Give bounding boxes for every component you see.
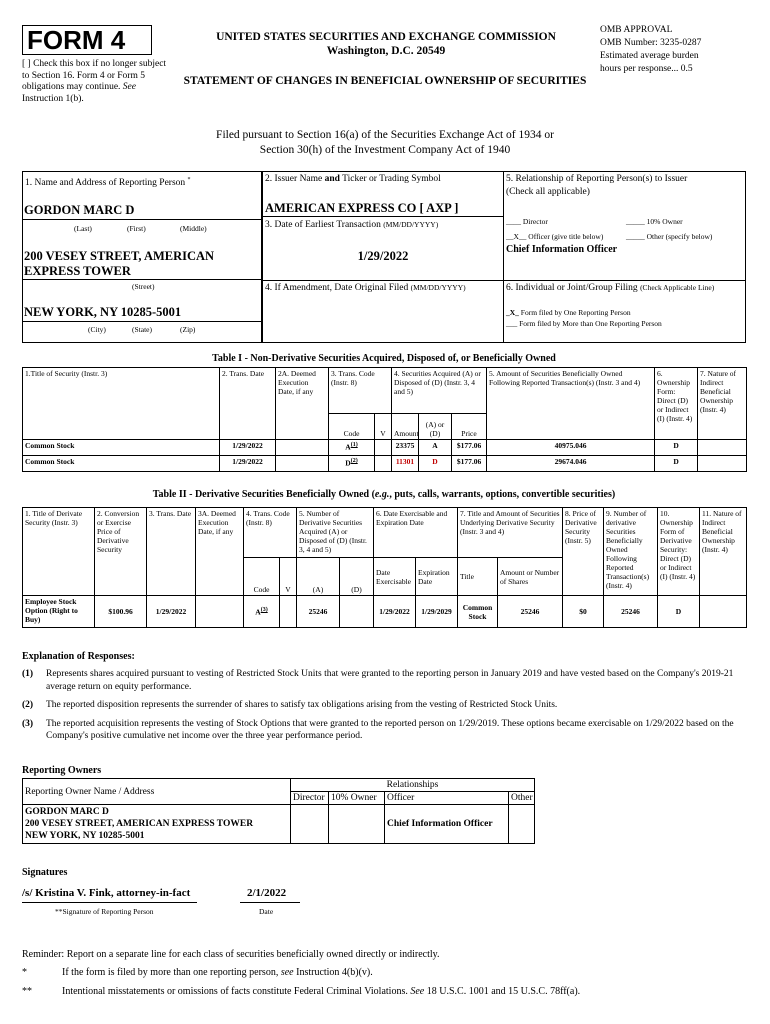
issuer-name: AMERICAN EXPRESS CO [ AXP ]: [265, 201, 459, 215]
reminder: Reminder: Report on a separate line for each class of securities beneficially owned directly or indirectly.: [22, 949, 440, 960]
form-title: FORM 4: [27, 25, 126, 55]
t1-h-aord: (A) or (D): [419, 414, 452, 440]
table2-title: Table II - Derivative Securities Beneficially Owned (e.g., puts, calls, warrants, options, convertible securities): [152, 489, 616, 500]
signature-label: **Signature of Reporting Person: [55, 907, 154, 916]
reporting-person-name: GORDON MARC D: [24, 203, 135, 217]
t1-h-v: V: [375, 414, 392, 440]
relationship-other: _____ Other (specify below): [626, 232, 713, 241]
statement-title: STATEMENT OF CHANGES IN BENEFICIAL OWNERSHIP OF SECURITIES: [183, 75, 587, 87]
t1-h-price: Price: [452, 414, 487, 440]
relationship-ten-percent: _____ 10% Owner: [626, 217, 683, 226]
t2-h-nature: 11. Nature of Indirect Beneficial Ownership (Instr. 4): [700, 508, 747, 596]
label-city: (City): [88, 325, 106, 334]
signature-value: /s/ Kristina V. Fink, attorney-in-fact: [22, 887, 191, 899]
signature-date: 2/1/2022: [247, 887, 287, 899]
table1-title: Table I - Non-Derivative Securities Acquired, Disposed of, or Beneficially Owned: [212, 353, 556, 364]
explanation-title: Explanation of Responses:: [22, 651, 135, 662]
t2-h-conv: 2. Conversion or Exercise Price of Derivative Security: [95, 508, 147, 596]
t2-h-title: 1. Title of Derivate Security (Instr. 3): [23, 508, 95, 596]
box1-street-sep: [22, 279, 262, 280]
label-state: (State): [132, 325, 152, 334]
t1-h-nature: 7. Nature of Indirect Beneficial Ownership (Instr. 4): [698, 368, 747, 440]
street-address: 200 VESEY STREET, AMERICAN EXPRESS TOWER: [24, 249, 215, 278]
t1-h-amount: Amount: [392, 414, 419, 440]
footnote-star: * If the form is filed by more than one reporting person, see Instruction 4(b)(v).: [22, 967, 373, 978]
agency-name: UNITED STATES SECURITIES AND EXCHANGE COMMISSION: [216, 31, 556, 43]
box1-name-sep: [22, 219, 262, 220]
label-last: (Last): [74, 224, 92, 233]
table-row: Employee Stock Option (Right to Buy) $100.96 1/29/2022 $A^{(3)}$ 25246 1/29/2022 1/29/2029 Common Stock 25246 $0 25246 D: [23, 596, 747, 628]
footnote-1: (1) Represents shares acquired pursuant to vesting of Restricted Stock Units that were granted to the reporting person in January 2019 and have vested based on the Company's 2019-21 average return on equity performance.: [22, 669, 734, 692]
t1-h-date: 2. Trans. Date: [220, 368, 276, 440]
explanation-list: [22, 668, 746, 743]
table-row: GORDON MARC D 200 VESEY STREET, AMERICAN EXPRESS TOWER NEW YORK, NY 10285-5001 Chief Information Officer: [23, 805, 535, 844]
label-middle: (Middle): [180, 224, 207, 233]
table-row: Common Stock 1/29/2022 $D^{(2)}$ 11301 D $177.06 29674.046 D: [23, 456, 747, 472]
box6-label: 6. Individual or Joint/Group Filing (Check Applicable Line): [506, 283, 715, 293]
footnote-dstar: ** Intentional misstatements or omissions of facts constitute Federal Criminal Violations. See 18 U.S.C. 1001 and 15 U.S.C. 78ff(a).: [22, 986, 581, 997]
label-first: (First): [127, 224, 146, 233]
box4-label: 4. If Amendment, Date Original Filed (MM/DD/YYYY): [265, 283, 466, 293]
signature-line: [22, 902, 197, 903]
date-label: Date: [259, 907, 274, 916]
label-street: (Street): [132, 282, 155, 291]
t2-h-num: 5. Number of Derivative Securities Acquired (A) or Disposed of (D) (Instr. 3, 4 and 5): [297, 508, 374, 558]
t1-h-form: 6. Ownership Form: Direct (D) or Indirect (I) (Instr. 4): [655, 368, 698, 440]
t1-h-title: 1.Title of Security (Instr. 3): [23, 368, 220, 440]
t1-h-code-sub: Code: [329, 414, 375, 440]
t2-h-date: 3. Trans. Date: [147, 508, 196, 596]
table1: [22, 367, 747, 472]
agency-city: Washington, D.C. 20549: [326, 45, 446, 57]
t2-h-price: 8. Price of Derivative Security (Instr. 5): [563, 508, 604, 596]
footnote-3: (3) The reported acquisition represents the vesting of Stock Options that were granted to the reported person on 1/29/2019. These options became exercisable on 1/29/2022 based on the Company's positive cumulative net income over the three year performance period.: [22, 718, 734, 741]
table2: 1. Title of Derivate Security (Instr. 3) 2. Conversion or Exercise Price of Derivative Security 3. Trans. Date 3A. Deemed Execution Date, if any 4. Trans. Code (Instr. 8) 5. Number of Derivative Securities Acquired (A) or Disposed of (D) (Instr. 3, 4 and 5) 6. Date Exercisable and Expiration Date 7. Title and Amount of Securities Underlying Derivative Security (Instr. 3 and 4) 8. Price of Derivative Security (Instr. 5) 9. Number of derivative Securities Beneficially Owned Following Reported Transaction(s) (Instr. 4) 10. Ownership Form of Derivative Security: Direct (D) or Indirect (I) (Instr. 4) 11. Nature of Indirect Beneficial Ownership (Instr. 4) Code V (A) (D) Date Exercisable Expiration Date Title Amount or Number of Shares Employee Stock Option (Right to Buy) $100.96 1/29/2022 $A^{(3)}$ 25246 1/29/2022 1/29/2029 Common Stock 25246 $0 25246 D: [22, 507, 747, 628]
t1-h-deemed: 2A. Deemed Execution Date, if any: [276, 368, 329, 440]
label-zip: (Zip): [180, 325, 196, 334]
filing-one: _X_ Form filed by One Reporting Person: [506, 308, 631, 317]
t2-h-owned: 9. Number of derivative Securities Beneficially Owned Following Reported Transaction(s) (Instr. 4): [604, 508, 658, 596]
relationship-director: ____ Director: [506, 217, 548, 226]
date-line: [240, 902, 300, 903]
t1-h-owned: 5. Amount of Securities Beneficially Owned Following Reported Transaction(s) (Instr. 3 and 4): [487, 368, 655, 440]
t2-h-underlying: 7. Title and Amount of Securities Underlying Derivative Security (Instr. 3 and 4): [458, 508, 563, 558]
t2-h-code: 4. Trans. Code (Instr. 8): [244, 508, 297, 558]
earliest-transaction-date: 1/29/2022: [357, 249, 409, 263]
t2-h-exercise: 6. Date Exercisable and Expiration Date: [374, 508, 458, 558]
form-title-box: [22, 25, 152, 55]
table-row: Common Stock 1/29/2022 $A^{(1)}$ 23375 A $177.06 40975.046 D: [23, 440, 747, 456]
omb-approval: OMB APPROVAL OMB Number: 3235-0287 Estimated average burden hours per response... 0.5: [600, 25, 702, 74]
agency-block: [176, 30, 596, 58]
t2-h-form: 10. Ownership Form of Derivative Security: Direct (D) or Indirect (I) (Instr. 4): [658, 508, 700, 596]
footnote-2: (2) The reported disposition represents the surrender of shares to satisfy tax obligations arising from the vesting of Restricted Stock Units.: [22, 700, 558, 710]
t1-h-acquired: 4. Securities Acquired (A) or Disposed of (D) (Instr. 3, 4 and 5): [392, 368, 487, 414]
signatures-title: Signatures: [22, 867, 68, 878]
box1-city-sep: [22, 321, 262, 322]
relationship-officer: __X__ Officer (give title below): [506, 232, 604, 241]
box5-label: 5. Relationship of Reporting Person(s) to Issuer (Check all applicable): [506, 174, 688, 197]
city-address: NEW YORK, NY 10285-5001: [24, 305, 182, 319]
owners-table: Reporting Owner Name / Address Relationships Director 10% Owner Officer Other GORDON MARC D 200 VESEY STREET, AMERICAN EXPRESS TOWER NEW YORK, NY 10285-5001 Chief Information Officer: [22, 778, 535, 844]
t2-h-deemed: 3A. Deemed Execution Date, if any: [196, 508, 244, 596]
box3-label: 3. Date of Earliest Transaction (MM/DD/YYYY): [265, 220, 439, 230]
box1-label: 1. Name and Address of Reporting Person *: [25, 177, 191, 189]
t1-h-code: 3. Trans. Code (Instr. 8): [329, 368, 392, 414]
reporting-person-boxes: [22, 171, 746, 343]
filed-pursuant: Filed pursuant to Section 16(a) of the Securities Exchange Act of 1934 or Section 30(h) of the Investment Company Act of 1940: [216, 129, 554, 156]
officer-title: Chief Information Officer: [506, 244, 618, 255]
filing-more: ___ Form filed by More than One Reporting Person: [506, 319, 662, 328]
checkbox-note: [ ] Check this box if no longer subject to Section 16. Form 4 or Form 5 obligations may continue. See Instruction 1(b).: [22, 59, 167, 104]
box2-label: 2. Issuer Name and Ticker or Trading Symbol: [265, 174, 441, 184]
owners-title: Reporting Owners: [22, 765, 102, 776]
